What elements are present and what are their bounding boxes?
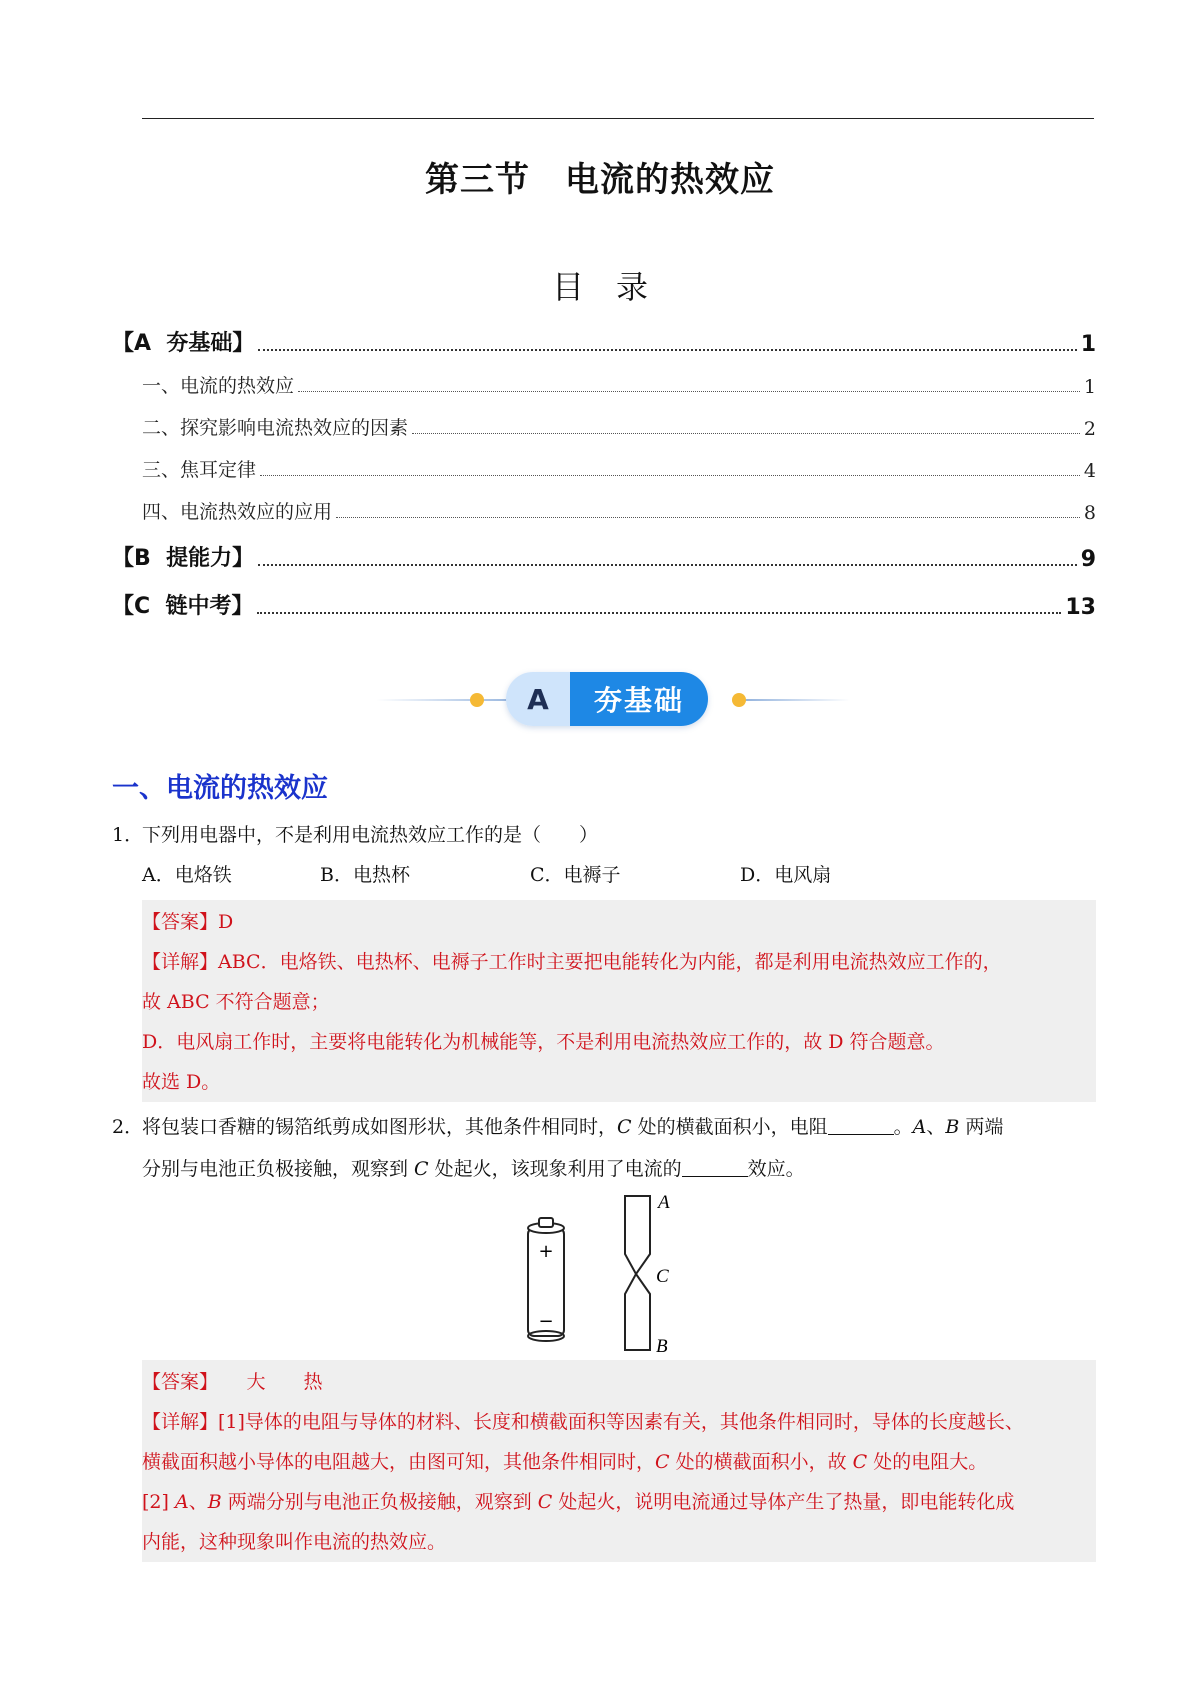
question-text: 下列用电器中，不是利用电流热效应工作的是（ ） bbox=[142, 824, 599, 846]
toc-entry-1[interactable] bbox=[142, 371, 1096, 398]
toc-leader bbox=[298, 391, 1080, 392]
battery-icon bbox=[528, 1218, 564, 1341]
option-a[interactable]: A．电烙铁 bbox=[142, 864, 232, 886]
toc-page-number: 9 bbox=[1080, 547, 1096, 572]
explanation-line: 【详解】ABC．电烙铁、电热杯、电褥子工作时主要把电能转化为内能，都是利用电流热效应工作的， bbox=[142, 951, 1002, 973]
question-text-line-2: 分别与电池正负极接触，观察到 C 处起火，该现象利用了电流的 效应。 bbox=[142, 1158, 805, 1180]
toc-entry-c[interactable] bbox=[112, 589, 1096, 620]
toc-entry-label: 【C 链中考】 bbox=[112, 594, 254, 619]
toc-entry-label: 【B 提能力】 bbox=[112, 546, 255, 571]
badge-dot-right bbox=[732, 693, 746, 707]
option-b[interactable]: B．电热杯 bbox=[320, 864, 410, 886]
header-rule bbox=[142, 118, 1094, 119]
toc-page-number: 8 bbox=[1083, 502, 1096, 524]
toc-leader bbox=[257, 612, 1061, 614]
toc-entry-label: 【A 夯基础】 bbox=[112, 331, 255, 356]
label-a: A bbox=[658, 1192, 670, 1213]
section-heading: 一、电流的热效应 bbox=[112, 773, 328, 804]
toc-leader bbox=[260, 475, 1080, 476]
label-b: B bbox=[656, 1336, 668, 1356]
explanation-line: 故 ABC 不符合题意； bbox=[142, 991, 330, 1013]
badge-letter: A bbox=[506, 672, 570, 726]
battery-plus-label: + bbox=[538, 1241, 554, 1262]
toc-entry-4[interactable] bbox=[142, 497, 1096, 524]
toc-page-number: 4 bbox=[1083, 460, 1096, 482]
badge-line-right bbox=[740, 699, 850, 701]
answer-blank-2[interactable] bbox=[682, 1158, 748, 1177]
badge-line-left bbox=[376, 699, 526, 701]
page-title: 第三节 电流的热效应 bbox=[425, 160, 775, 200]
explanation-line: 故选 D。 bbox=[142, 1071, 221, 1093]
toc-title: 目 录 bbox=[551, 268, 648, 306]
option-c[interactable]: C．电褥子 bbox=[530, 864, 621, 886]
toc-entry-label: 三、焦耳定律 bbox=[142, 459, 257, 481]
answer-line: 【答案】D bbox=[142, 911, 234, 933]
toc-leader bbox=[258, 349, 1076, 351]
explanation-line: 内能，这种现象叫作电流的热效应。 bbox=[142, 1531, 447, 1553]
toc-entry-3[interactable] bbox=[142, 455, 1096, 482]
explanation-line: D．电风扇工作时，主要将电能转化为机械能等，不是利用电流热效应工作的，故 D 符合题意。 bbox=[142, 1031, 945, 1053]
toc-entry-label: 一、电流的热效应 bbox=[142, 375, 295, 397]
battery-minus-label: − bbox=[538, 1311, 554, 1332]
badge-dot-left bbox=[470, 693, 484, 707]
question-number: 2． bbox=[112, 1116, 144, 1138]
explanation-line: 横截面积越小导体的电阻越大，由图可知，其他条件相同时，C 处的横截面积小，故 C 处的电阻大。 bbox=[142, 1451, 988, 1473]
option-d[interactable]: D．电风扇 bbox=[740, 864, 832, 886]
foil-strip-shape bbox=[625, 1196, 650, 1350]
toc-leader bbox=[336, 517, 1080, 518]
toc-page-number: 13 bbox=[1065, 595, 1096, 620]
toc-page-number: 1 bbox=[1083, 376, 1096, 398]
toc-entry-label: 二、探究影响电流热效应的因素 bbox=[142, 417, 409, 439]
battery-foil-figure bbox=[520, 1190, 700, 1356]
toc-entry-b[interactable] bbox=[112, 541, 1096, 572]
toc-entry-label: 四、电流热效应的应用 bbox=[142, 501, 333, 523]
question-number: 1． bbox=[112, 824, 144, 846]
toc-entry-a[interactable] bbox=[112, 326, 1096, 357]
badge-pill bbox=[506, 672, 708, 726]
toc-leader bbox=[412, 433, 1080, 434]
answer-blank-1[interactable] bbox=[828, 1116, 894, 1135]
answer-line: 【答案】 大 热 bbox=[142, 1371, 323, 1393]
toc-entry-2[interactable] bbox=[142, 413, 1096, 440]
label-c: C bbox=[656, 1266, 669, 1287]
toc-leader bbox=[258, 564, 1077, 566]
explanation-line: 【详解】[1]导体的电阻与导体的材料、长度和横截面积等因素有关，其他条件相同时，导体的长度越长、 bbox=[142, 1411, 1024, 1433]
badge-text: 夯基础 bbox=[570, 672, 708, 726]
toc-page-number: 1 bbox=[1080, 332, 1096, 357]
section-badge bbox=[356, 666, 860, 732]
toc-page-number: 2 bbox=[1083, 418, 1096, 440]
question-text-line-1: 将包装口香糖的锡箔纸剪成如图形状，其他条件相同时，C 处的横截面积小，电阻 。A、B 两端 bbox=[142, 1116, 1004, 1138]
explanation-line: [2] A、B 两端分别与电池正负极接触，观察到 C 处起火，说明电流通过导体产生了热量，即电能转化成 bbox=[142, 1491, 1015, 1513]
